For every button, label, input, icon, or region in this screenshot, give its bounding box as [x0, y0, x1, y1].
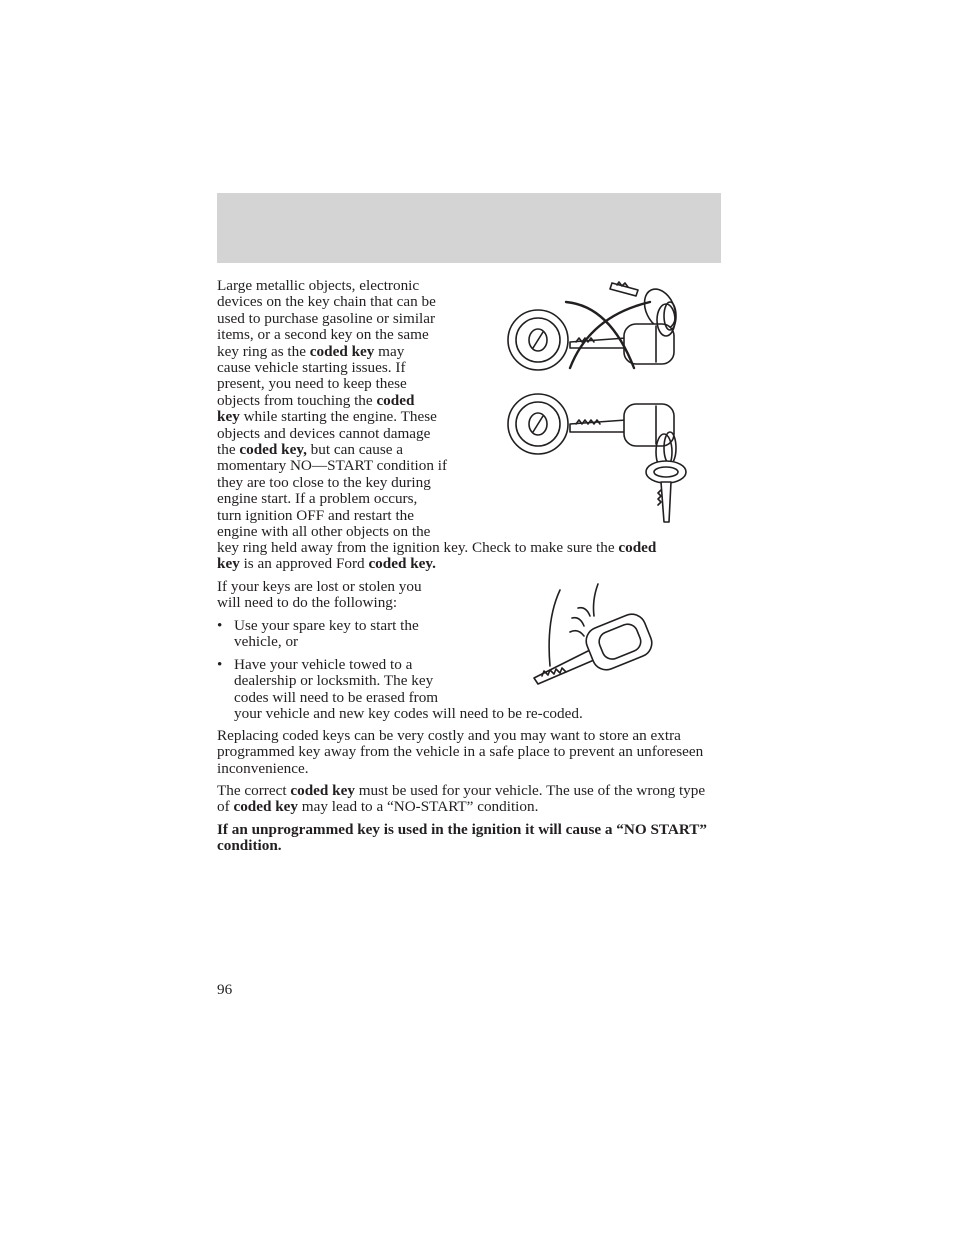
page-number: 96: [217, 981, 233, 998]
text-line: the coded key, but can cause a: [217, 441, 404, 459]
text-line: Use your spare key to start the: [234, 617, 419, 634]
text-line: present, you need to keep these: [217, 375, 407, 393]
text-line: key ring held away from the ignition key. Check to make sure the coded: [217, 539, 657, 556]
section-header-band: [217, 193, 721, 263]
text-line: engine with all other objects on the: [217, 523, 431, 541]
bullet-symbol: •: [217, 656, 223, 673]
text-line: key ring as the coded key may: [217, 342, 405, 360]
text-line: used to purchase gasoline or similar: [217, 309, 436, 327]
text-line: engine start. If a problem occurs,: [217, 490, 418, 508]
text-line: objects from touching the coded: [217, 391, 415, 409]
text-line: Have your vehicle towed to a: [234, 656, 413, 673]
paragraph-lost-keys: [217, 579, 475, 612]
text-line: will need to do the following:: [217, 594, 398, 612]
text-line: dealership or locksmith. The key: [234, 672, 434, 690]
hand-holding-key-illustration: [528, 580, 668, 690]
coded-key-icon: [534, 610, 656, 684]
bullet-symbol: •: [217, 617, 223, 634]
text-line: key is an approved Ford coded key.: [217, 555, 436, 573]
hanging-key-icon: [646, 461, 686, 522]
text-line: If your keys are lost or stolen you: [217, 578, 422, 595]
incorrect-key-ring-illustration: [500, 276, 700, 376]
text-line: items, or a second key on the same: [217, 326, 429, 344]
warning-unprogrammed-key: If an unprogrammed key is used in the ignition it will cause a “NO START” condition.: [217, 821, 708, 855]
text-line: Large metallic objects, electronic: [217, 277, 420, 294]
paragraph-metallic-objects-continued: [217, 540, 727, 573]
paragraph-replacing-keys: Replacing coded keys can be very costly and you may want to store an extra programmed key away from the vehicle in a safe place to prevent an unforeseen inconvenience.: [217, 727, 704, 777]
text-line: cause vehicle starting issues. If: [217, 359, 406, 377]
text-line: they are too close to the key during: [217, 473, 431, 491]
text-line: momentary NO—START condition if: [217, 457, 448, 475]
text-line: key while starting the engine. These: [217, 408, 437, 426]
text-line: turn ignition OFF and restart the: [217, 506, 414, 524]
text-line: vehicle, or: [234, 633, 299, 651]
text-line: objects and devices cannot damage: [217, 424, 431, 442]
text-line: your vehicle and new key codes will need to be re-coded.: [234, 705, 583, 723]
ignition-lock-icon: [508, 394, 568, 454]
bullet-item-spare-key: [217, 618, 477, 652]
ignition-lock-icon: [508, 310, 568, 370]
paragraph-correct-key: The correct coded key must be used for your vehicle. The use of the wrong type of coded key may lead to a “NO-START” condition.: [217, 782, 706, 816]
correct-key-ring-illustration: [500, 390, 700, 530]
text-line: devices on the key chain that can be: [217, 293, 436, 311]
paragraph-metallic-objects: [217, 278, 475, 541]
text-line: codes will need to be erased from: [234, 688, 439, 706]
